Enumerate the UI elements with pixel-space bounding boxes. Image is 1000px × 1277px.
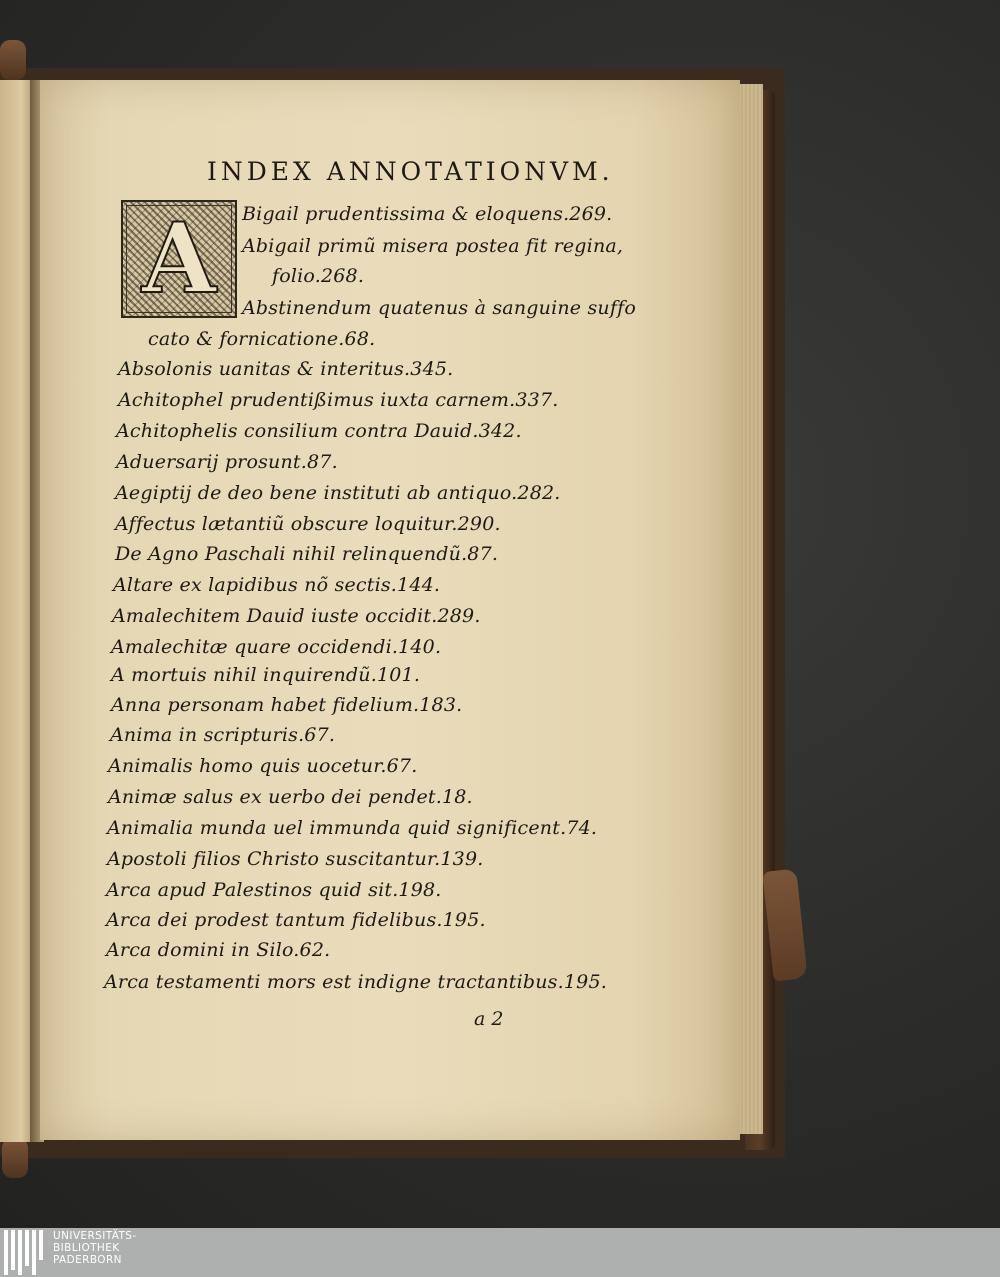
library-name-line: PADERBORN — [53, 1254, 122, 1266]
index-entry: Achitophel prudentißimus iuxta carnem.337. — [118, 389, 559, 411]
library-name-line: UNIVERSITÄTS- — [53, 1230, 137, 1242]
index-entry: Arca domini in Silo.62. — [106, 939, 331, 961]
library-name — [53, 1230, 137, 1266]
index-entry: A mortuis nihil inquirendũ.101. — [111, 664, 421, 686]
index-entry: Aegiptij de deo bene instituti ab antiquo.282. — [115, 482, 561, 504]
logo-bar — [25, 1230, 29, 1266]
decorated-initial — [121, 200, 237, 318]
index-entry: Bigail prudentissima & eloquens.269. — [242, 203, 613, 225]
index-entry: Arca dei prodest tantum fidelibus.195. — [106, 909, 486, 931]
signature-mark: a 2 — [474, 1008, 504, 1030]
index-entry: Amalechitæ quare occidendi.140. — [111, 636, 442, 658]
index-entry: Aduersarij prosunt.87. — [116, 451, 338, 473]
index-entry: Amalechitem Dauid iuste occidit.289. — [112, 605, 481, 627]
index-entry: Anima in scripturis.67. — [110, 724, 336, 746]
initial-letter: A — [141, 202, 217, 315]
index-entry: Abstinendum quatenus à sanguine suffo — [242, 297, 636, 319]
index-entry: Arca apud Palestinos quid sit.198. — [106, 879, 442, 901]
logo-bar — [11, 1230, 15, 1270]
logo-bar — [32, 1230, 36, 1275]
leather-tie-bottom — [2, 1138, 28, 1178]
logo-bar — [39, 1230, 43, 1260]
library-name-line: BIBLIOTHEK — [53, 1242, 120, 1254]
leather-tie-top — [0, 40, 26, 80]
index-entry: folio.268. — [272, 265, 365, 287]
index-entry: Abigail primũ misera postea fit regina, — [242, 235, 624, 257]
initial-frame — [126, 202, 232, 315]
index-entry: Animalis homo quis uocetur.67. — [108, 755, 418, 777]
index-entry: Achitophelis consilium contra Dauid.342. — [116, 420, 522, 442]
index-entry: Arca testamenti mors est indigne tractantibus.195. — [104, 971, 607, 993]
index-entry: Absolonis uanitas & interitus.345. — [118, 358, 454, 380]
logo-bar — [4, 1230, 8, 1275]
library-footer-bar — [0, 1228, 1000, 1277]
library-bars-logo-icon — [4, 1230, 44, 1275]
index-entry: Animalia munda uel immunda quid significent.74. — [107, 817, 598, 839]
index-entry: Apostoli filios Christo suscitantur.139. — [107, 848, 484, 870]
index-entry: Affectus lætantiũ obscure loquitur.290. — [115, 513, 501, 535]
index-entry: Anna personam habet fidelium.183. — [111, 694, 463, 716]
index-entry: Animæ salus ex uerbo dei pendet.18. — [108, 786, 473, 808]
index-entry: De Agno Paschali nihil relinquendũ.87. — [115, 543, 499, 565]
logo-bar — [18, 1230, 22, 1275]
running-head: INDEX ANNOTATIONVM. — [207, 157, 614, 186]
index-entry: cato & fornicatione.68. — [148, 328, 376, 350]
index-entry: Altare ex lapidibus nõ sectis.144. — [113, 574, 441, 596]
